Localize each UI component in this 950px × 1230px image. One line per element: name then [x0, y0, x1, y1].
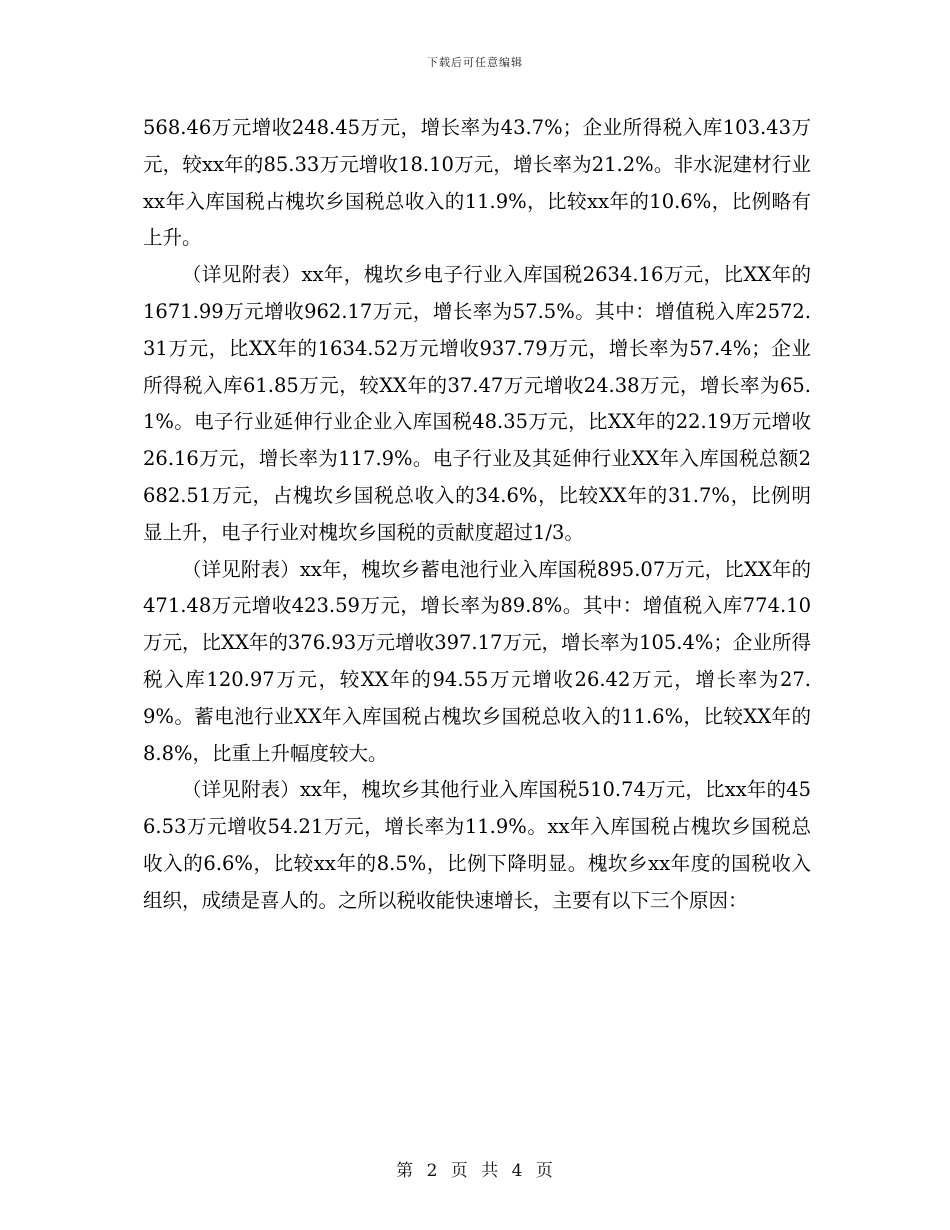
paragraph-2: （详见附表）xx年，槐坎乡电子行业入库国税2634.16万元，比XX年的1671.99万元增收962.17万元，增长率为57.5%。其中：增值税入库2572.31万元，比XX年的1634.52万元增收937.79万元，增长率为57.4%；企业所得税入库61.85万元，较XX年的37.47万元增收24.38万元，增长率为65.1%。电子行业延伸行业企业入库国税48.35万元，比XX年的22.19万元增收26.16万元，增长率为117.9%。电子行业及其延伸行业XX年入库国税总额2682.51万元，占槐坎乡国税总收入的34.6%，比较XX年的31.7%，比例明显上升，电子行业对槐坎乡国税的贡献度超过1/3。	[143, 263, 811, 544]
document-body	[143, 110, 811, 920]
page-footer: 第 2 页 共 4 页	[396, 1161, 554, 1181]
page-header: 下载后可任意编辑	[427, 56, 523, 69]
paragraph-3: （详见附表）xx年，槐坎乡蓄电池行业入库国税895.07万元，比XX年的471.48万元增收423.59万元，增长率为89.8%。其中：增值税入库774.10万元，比XX年的376.93万元增收397.17万元，增长率为105.4%；企业所得税入库120.97万元，较XX年的94.55万元增收26.42万元，增长率为27.9%。蓄电池行业XX年入库国税占槐坎乡国税总收入的11.6%，比较XX年的8.8%，比重上升幅度较大。	[143, 557, 811, 765]
paragraph-4: （详见附表）xx年，槐坎乡其他行业入库国税510.74万元，比xx年的456.53万元增收54.21万元，增长率为11.9%。xx年入库国税占槐坎乡国税总收入的6.6%，比较xx年的8.5%，比例下降明显。槐坎乡xx年度的国税收入组织，成绩是喜人的。之所以税收能快速增长，主要有以下三个原因：	[143, 778, 811, 912]
paragraph-1: 568.46万元增收248.45万元，增长率为43.7%；企业所得税入库103.43万元，较xx年的85.33万元增收18.10万元，增长率为21.2%。非水泥建材行业xx年入库国税占槐坎乡国税总收入的11.9%，比较xx年的10.6%，比例略有上升。	[143, 116, 811, 250]
